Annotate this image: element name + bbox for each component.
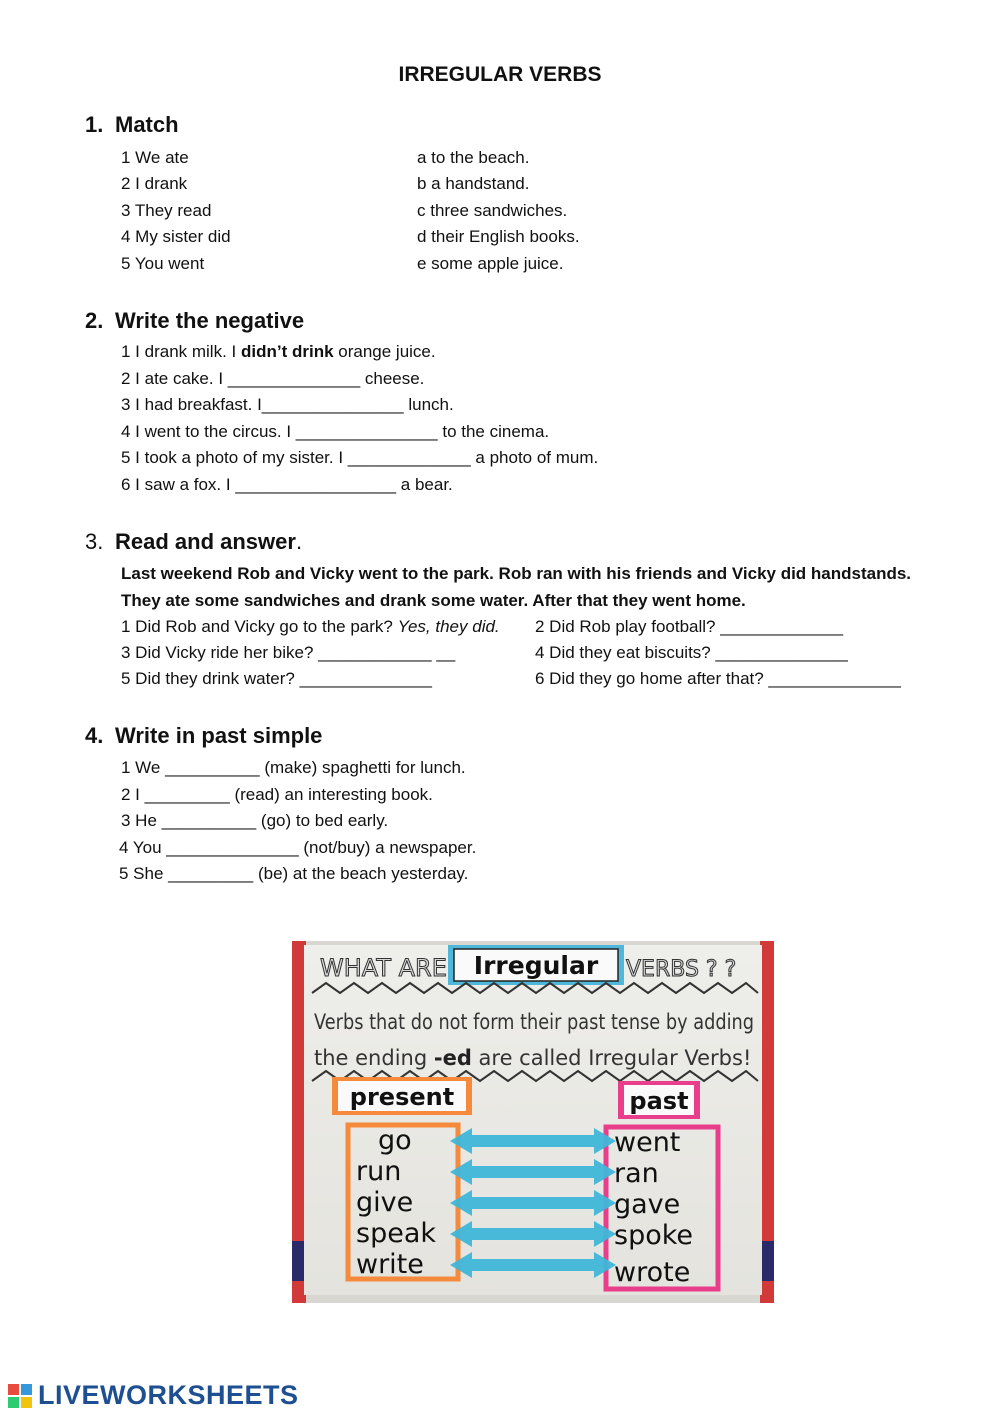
match-left-1: 1 We ate [121, 148, 189, 167]
past-simple-line-3: 3 He __________ (go) to bed early. [121, 811, 389, 830]
present-verb: give [356, 1187, 414, 1218]
present-verb: speak [356, 1218, 436, 1249]
present-verb: go [378, 1125, 412, 1156]
negative-line-1: 1 I drank milk. I didn’t drink orange juice. [121, 342, 436, 361]
poster-header-left: WHAT ARE [320, 954, 447, 982]
negative-line-5: 5 I took a photo of my sister. I _____________ a photo of mum. [121, 448, 599, 467]
past-verb: wrote [614, 1257, 691, 1288]
reading-question-4: 4 Did they eat biscuits? ______________ [535, 643, 848, 662]
poster-drawing [292, 941, 774, 1303]
match-left-3: 3 They read [121, 201, 212, 220]
match-right-d: d their English books. [417, 227, 580, 246]
negative-line-4: 4 I went to the circus. I _______________ to the cinema. [121, 422, 550, 441]
match-right-b: b a handstand. [417, 174, 530, 193]
past-simple-line-1: 1 We __________ (make) spaghetti for lunch. [121, 758, 466, 777]
section-4-heading: 4. Write in past simple [85, 723, 323, 748]
poster-header-right: VERBS ? ? [626, 957, 737, 982]
match-right-a: a to the beach. [417, 148, 530, 167]
past-simple-line-4: 4 You ______________ (not/buy) a newspaper. [119, 838, 477, 857]
match-right-c: c three sandwiches. [417, 201, 568, 220]
match-right-e: e some apple juice. [417, 254, 564, 273]
reading-question-2: 2 Did Rob play football? _____________ [535, 617, 844, 636]
liveworksheets-brand: LIVEWORKSHEETS [38, 1380, 299, 1410]
match-left-5: 5 You went [121, 254, 205, 273]
poster-definition-line-2: the ending -ed are called Irregular Verbs! [314, 1046, 752, 1070]
present-verb: run [356, 1156, 402, 1187]
reading-question-6: 6 Did they go home after that? ______________ [535, 669, 901, 688]
reading-passage-line-1: Last weekend Rob and Vicky went to the park. Rob ran with his friends and Vicky did handstands. [121, 564, 912, 583]
past-verb: went [614, 1127, 681, 1158]
present-verb: write [356, 1249, 424, 1280]
reading-question-3: 3 Did Vicky ride her bike? ____________ __ [121, 643, 456, 662]
match-left-2: 2 I drank [121, 174, 188, 193]
worksheet-title: IRREGULAR VERBS [398, 63, 602, 86]
negative-line-3: 3 I had breakfast. I_______________ lunch. [121, 395, 454, 414]
negative-line-2: 2 I ate cake. I ______________ cheese. [121, 369, 425, 388]
irregular-verbs-poster [292, 941, 774, 1303]
reading-question-5: 5 Did they drink water? ______________ [121, 669, 432, 688]
present-label: present [349, 1083, 455, 1111]
past-verb: spoke [614, 1220, 694, 1251]
past-verb: ran [614, 1158, 659, 1189]
reading-question-1: 1 Did Rob and Vicky go to the park? Yes, they did. [121, 617, 500, 636]
section-2-heading: 2. Write the negative [85, 308, 305, 333]
section-3-heading: 3. Read and answer. [85, 529, 303, 554]
past-verb: gave [614, 1189, 681, 1220]
negative-line-6: 6 I saw a fox. I _________________ a bear. [121, 475, 453, 494]
past-simple-line-5: 5 She _________ (be) at the beach yesterday. [119, 864, 469, 883]
past-label: past [629, 1087, 689, 1115]
reading-passage-line-2: They ate some sandwiches and drank some water. After that they went home. [121, 591, 746, 610]
liveworksheets-logo-icon [8, 1384, 32, 1408]
match-left-4: 4 My sister did [121, 227, 231, 246]
poster-header-word: Irregular [473, 951, 599, 980]
past-simple-line-2: 2 I _________ (read) an interesting book. [121, 785, 433, 804]
poster-definition-line-1: Verbs that do not form their past tense by adding [314, 1010, 754, 1034]
section-1-heading: 1. Match [85, 112, 179, 137]
